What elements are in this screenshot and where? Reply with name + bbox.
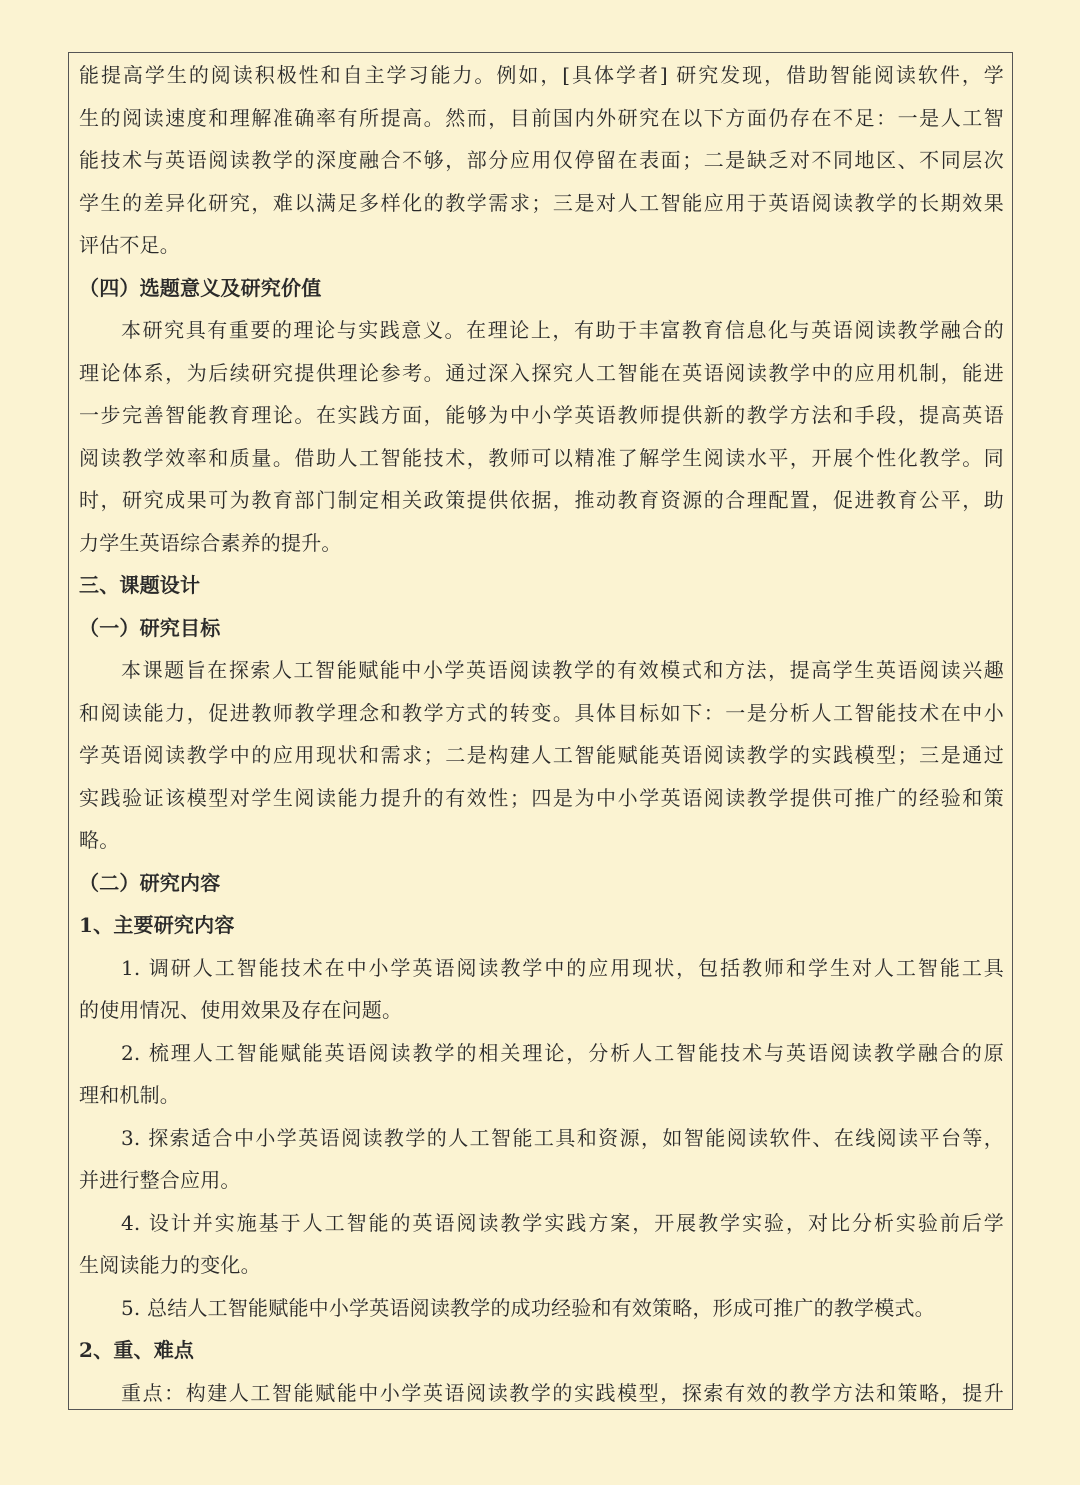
- list-item: [79, 1117, 1004, 1202]
- text-line: 评估不足。: [79, 233, 180, 257]
- paragraph-key-points: [79, 1372, 1004, 1411]
- text-line: 略。: [79, 828, 120, 852]
- list-item: [79, 1287, 1004, 1330]
- text-line: 和阅读能力，促进教师教学理念和教学方式的转变。具体目标如下：一是分析人工智能技术在中小: [79, 700, 1004, 725]
- heading-main-content: 1、主要研究内容: [79, 913, 235, 937]
- paragraph-significance: [79, 309, 1004, 564]
- text-line: 一步完善智能教育理论。在实践方面，能够为中小学英语教师提供新的教学方法和手段，提高英语: [79, 403, 1004, 427]
- text-line: 5. 总结人工智能赋能中小学英语阅读教学的成功经验和有效策略，形成可推广的教学模式。: [121, 1295, 935, 1320]
- list-item: [79, 947, 1004, 1032]
- text-line: 1. 调研人工智能技术在中小学英语阅读教学中的应用现状，包括教师和学生对人工智能工具: [121, 955, 1004, 980]
- heading-key-points: 2、重、难点: [79, 1338, 195, 1362]
- text-line: 理论体系，为后续研究提供理论参考。通过深入探究人工智能在英语阅读教学中的应用机制，能进: [79, 360, 1004, 385]
- text-line: 4. 设计并实施基于人工智能的英语阅读教学实践方案，开展教学实验，对比分析实验前后学: [121, 1210, 1004, 1235]
- document-content: [79, 54, 1004, 1410]
- list-item: [79, 1202, 1004, 1287]
- text-line: 能技术与英语阅读教学的深度融合不够，部分应用仅停留在表面；二是缺乏对不同地区、不同层次: [79, 148, 1004, 172]
- text-line: 理和机制。: [79, 1083, 180, 1107]
- heading-content: （二）研究内容: [79, 870, 221, 895]
- text-line: 学英语阅读教学中的应用现状和需求；二是构建人工智能赋能英语阅读教学的实践模型；三是通过: [79, 743, 1004, 767]
- text-line: 生的阅读速度和理解准确率有所提高。然而，目前国内外研究在以下方面仍存在不足：一是人工智: [79, 105, 1004, 130]
- text-line: 实践验证该模型对学生阅读能力提升的有效性；四是为中小学英语阅读教学提供可推广的经验和策: [79, 785, 1004, 810]
- text-line: 重点：构建人工智能赋能中小学英语阅读教学的实践模型，探索有效的教学方法和策略，提升: [121, 1380, 1004, 1405]
- text-line: 学生的差异化研究，难以满足多样化的教学需求；三是对人工智能应用于英语阅读教学的长期效果: [79, 190, 1004, 215]
- text-line: 本研究具有重要的理论与实践意义。在理论上，有助于丰富教育信息化与英语阅读教学融合的: [121, 318, 1004, 342]
- paragraph-goal: [79, 649, 1004, 862]
- list-item: [79, 1032, 1004, 1117]
- text-line: 力学生英语综合素养的提升。: [79, 530, 342, 555]
- heading-design: 三、课题设计: [79, 573, 201, 597]
- text-line: 生阅读能力的变化。: [79, 1253, 261, 1277]
- text-line: 的使用情况、使用效果及存在问题。: [79, 998, 403, 1022]
- heading-significance: （四）选题意义及研究价值: [79, 275, 322, 300]
- text-line: 阅读教学效率和质量。借助人工智能技术，教师可以精准了解学生阅读水平，开展个性化教学。同: [79, 445, 1004, 470]
- text-line: 并进行整合应用。: [79, 1168, 241, 1192]
- text-line: 2. 梳理人工智能赋能英语阅读教学的相关理论，分析人工智能技术与英语阅读教学融合的原: [121, 1040, 1004, 1065]
- text-line: 能提高学生的阅读积极性和自主学习能力。例如，[具体学者] 研究发现，借助智能阅读软件，学: [79, 63, 1004, 87]
- text-line: 本课题旨在探索人工智能赋能中小学英语阅读教学的有效模式和方法，提高学生英语阅读兴趣: [121, 658, 1004, 682]
- text-line: 时，研究成果可为教育部门制定相关政策提供依据，推动教育资源的合理配置，促进教育公平，助: [79, 488, 1004, 512]
- paragraph-research-status: [79, 54, 1004, 267]
- document-table-cell: [68, 52, 1013, 1410]
- heading-goal: （一）研究目标: [79, 615, 221, 640]
- text-line: 3. 探索适合中小学英语阅读教学的人工智能工具和资源，如智能阅读软件、在线阅读平台等，: [121, 1125, 1004, 1150]
